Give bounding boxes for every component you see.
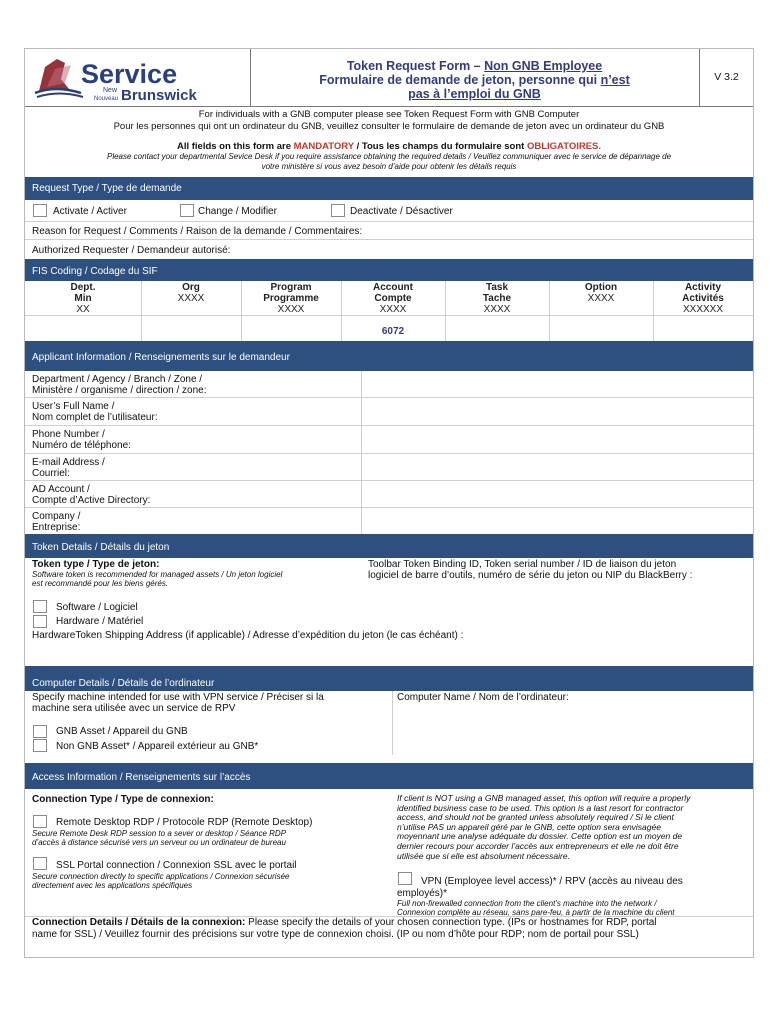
logo-service-text: Service <box>81 59 178 89</box>
vpn-checkbox[interactable] <box>398 872 412 885</box>
software-token-label: Software / Logiciel <box>56 602 138 613</box>
vpn-label-1: VPN (Employee level access)* / RPV (accès au niveau des <box>421 876 683 887</box>
connection-details-rest: Please specify the details of your chosen connection type. (IPs or hostnames for RDP, portal <box>245 917 657 928</box>
connection-details-label-2: name for SSL) / Veuillez fournir des précisions sur votre type de connexion choisi. (IP ou nom d’hôte pour RDP; nom de portail pour SSL) <box>32 929 639 940</box>
toolbar-token-label-1: Toolbar Token Binding ID, Token serial number / ID de liaison du jeton <box>368 559 677 570</box>
fis-col-program-value: XXXX <box>277 304 305 315</box>
non-gnb-asset-checkbox[interactable] <box>33 739 47 752</box>
rdp-label: Remote Desktop RDP / Protocole RDP (Remote Desktop) <box>56 817 313 828</box>
fis-col-task-l1: Task <box>485 282 509 293</box>
gnb-asset-label: GNB Asset / Appareil du GNB <box>56 726 188 737</box>
hardware-token-checkbox[interactable] <box>33 615 47 628</box>
applicant-phone-label <box>32 429 131 451</box>
fis-col-task <box>445 282 549 315</box>
fis-col-dept-value: XX <box>76 304 90 315</box>
company-label-fr: Entreprise: <box>32 522 81 533</box>
title-en-emphasis: Non GNB Employee <box>484 59 603 73</box>
applicant-info-heading: Applicant Information / Renseignements sur le demandeur <box>25 341 753 371</box>
fis-col-option-l2: Option <box>584 282 618 293</box>
fis-col-program-l1: Program <box>270 282 312 293</box>
applicant-ad-account-label <box>32 484 150 506</box>
change-checkbox[interactable] <box>180 204 194 217</box>
rdp-note-1: Secure Remote Desk RDP session to a sever or desktop / Séance RDP <box>32 829 287 838</box>
note-line-3: access, and should not be granted unless absolutely required / Si le client <box>397 812 674 823</box>
mandatory-notice <box>25 141 753 152</box>
non-gnb-asset-label: Non GNB Asset* / Appareil extérieur au GNB* <box>56 741 259 752</box>
fis-col-account-l2: Compte <box>374 293 412 304</box>
vpn-machine-label <box>32 692 324 714</box>
toolbar-token-label-2: logiciel de barre d’outils, numéro de série du jeton ou NIP du BlackBerry : <box>368 570 693 581</box>
fis-col-program <box>241 282 341 315</box>
fis-coding-heading: FIS Coding / Codage du SIF <box>25 259 753 281</box>
vpn-label-2: employés)* <box>397 888 448 899</box>
fullname-label-fr: Nom complet de l’utilisateur: <box>32 412 158 423</box>
note-line-1: If client is NOT using a GNB managed asset, this option will require a properly <box>397 793 691 803</box>
hardware-token-label: Hardware / Matériel <box>56 616 144 627</box>
title-fr-emphasis: n’est <box>600 73 630 87</box>
form-header <box>25 49 753 106</box>
account-value-6072: 6072 <box>381 326 405 337</box>
ad-account-label-en: AD Account / <box>32 484 90 495</box>
service-nb-logo <box>25 49 251 106</box>
token-type-note-1: Software token is recommended for managed assets / Un jeton logiciel <box>32 570 283 579</box>
activate-label: Activate / Activer <box>53 206 127 217</box>
logo-new-text: New <box>103 87 118 94</box>
service-nb-logo-graphic <box>25 49 250 106</box>
ssl-note-2: directement avec les applications spécifiques <box>32 881 193 890</box>
fis-col-option-value: XXXX <box>587 293 615 304</box>
title-en-prefix: Token Request Form – <box>346 59 485 73</box>
department-label-fr: Ministère / organisme / direction / zone: <box>32 385 207 396</box>
ad-account-label-fr: Compte d’Active Directory: <box>32 495 151 506</box>
token-type-label: Token type / Type de jeton: <box>32 559 160 570</box>
title-fr-line3: pas à l’emploi du GNB <box>408 87 541 101</box>
fis-col-org-value: XXXX <box>177 293 205 304</box>
computer-name-label: Computer Name / Nom de l’ordinateur: <box>397 692 569 703</box>
token-type-note-2: est recommandé pour les biens gérés. <box>32 579 169 588</box>
rdp-note-2: d’accès à distance sécurisé vers un serveur ou un ordinateur de bureau <box>32 838 286 847</box>
applicant-department-label <box>32 374 207 396</box>
change-label: Change / Modifier <box>198 206 277 217</box>
title-fr-prefix: Formulaire de demande de jeton, personne qui <box>319 73 601 87</box>
note-line-6: dernier recours pour accorder l’accès aux entrepreneurs et elle ne doit être <box>397 840 679 851</box>
fis-col-org-l2: Org <box>182 282 200 293</box>
toolbar-token-label <box>368 559 692 581</box>
connection-details-label-1 <box>32 917 657 928</box>
note-line-7: utilisée que si elle est absolument nécessaire. <box>397 850 570 861</box>
non-gnb-asset-note <box>397 794 690 861</box>
fis-col-task-value: XXXX <box>483 304 511 315</box>
logo-nouveau-text: Nouveau <box>94 96 119 102</box>
ssl-checkbox[interactable] <box>33 857 47 870</box>
vpn-note-1: Full non-firewalled connection from the client’s machine into the network / <box>397 899 657 908</box>
gnb-asset-checkbox[interactable] <box>33 725 47 738</box>
mandatory-prefix: All fields on this form are <box>176 141 294 152</box>
fis-col-activity <box>653 282 753 315</box>
note-line-4: n’utilise PAS un appareil géré par le GNB, cette option sera envisagée <box>397 821 661 832</box>
form-title <box>250 49 700 106</box>
fis-col-task-l2: Tache <box>482 293 512 304</box>
fis-col-activity-l1: Activity <box>684 282 722 293</box>
reason-field-label: Reason for Request / Comments / Raison de la demande / Commentaires: <box>32 226 363 237</box>
department-label-en: Department / Agency / Branch / Zone / <box>32 374 203 385</box>
note-line-5: moyennant une analyse adéquate du dossier. Cette option est un moyen de <box>397 831 683 842</box>
token-details-heading: Token Details / Détails du jeton <box>25 534 753 558</box>
fis-col-account-l1: Account <box>373 282 413 293</box>
intro-line-en: For individuals with a GNB computer please see Token Request Form with GNB Computer <box>198 109 580 120</box>
note-line-2: identified business case to be used. This option is a last resort for contractor <box>397 802 684 813</box>
vpn-machine-label-2: machine sera utilisée avec un service de RPV <box>32 703 236 714</box>
mandatory-word-fr: OBLIGATOIRES. <box>526 141 602 152</box>
applicant-email-label <box>32 457 105 479</box>
company-label-en: Company / <box>32 511 81 522</box>
contact-line-2: votre ministère si vous avez besoin d’aide pour obtenir les détails requis <box>261 162 517 171</box>
fis-col-activity-l2: Activités <box>682 293 724 304</box>
applicant-fullname-label <box>32 401 158 423</box>
request-type-heading: Request Type / Type de demande <box>25 177 753 200</box>
email-label-en: E-mail Address / <box>32 457 105 468</box>
authorized-requester-label: Authorized Requester / Demandeur autorisé: <box>32 245 231 256</box>
mandatory-mid: / Tous les champs du formulaire sont <box>353 141 527 152</box>
fis-col-option <box>549 282 653 304</box>
fis-col-account <box>341 282 445 315</box>
phone-label-en: Phone Number / <box>32 429 105 440</box>
access-info-heading: Access Information / Renseignements sur l’accès <box>25 763 753 789</box>
fis-col-program-l2: Programme <box>263 293 319 304</box>
rdp-checkbox[interactable] <box>33 815 47 828</box>
mandatory-word: MANDATORY <box>293 141 354 152</box>
form-version: V 3.2 <box>714 71 739 83</box>
deactivate-checkbox[interactable] <box>331 204 345 217</box>
fis-col-org <box>141 282 241 304</box>
vpn-machine-label-1: Specify machine intended for use with VPN service / Préciser si la <box>32 692 324 703</box>
fis-col-dept-l2: Min <box>74 293 92 304</box>
fullname-label-en: User’s Full Name / <box>32 401 115 412</box>
fis-col-dept-l1: Dept. <box>70 282 96 293</box>
fis-col-dept <box>25 282 141 315</box>
shipping-address-label: HardwareToken Shipping Address (if applicable) / Adresse d’expédition du jeton (le cas échéant) : <box>32 630 464 641</box>
vpn-note-2: Connexion complète au réseau, sans pare-feu, à partir de la machine du client <box>397 908 675 917</box>
email-label-fr: Courriel: <box>32 468 70 479</box>
software-token-checkbox[interactable] <box>33 600 47 613</box>
contact-line-1: Please contact your departmental Sevice Desk if you require assistance obtaining the required details / Veuillez communiquer avec le service de dépannage de <box>106 152 672 161</box>
activate-checkbox[interactable] <box>33 204 47 217</box>
phone-label-fr: Numéro de téléphone: <box>32 440 131 451</box>
fis-col-activity-value: XXXXXX <box>682 304 724 315</box>
applicant-company-label <box>32 511 80 533</box>
intro-line-fr: Pour les personnes qui ont un ordinateur du GNB, veuillez consulter le formulaire de demande de jeton avec un ordinateur du GNB <box>113 121 665 132</box>
token-request-form <box>24 48 754 958</box>
logo-brunswick-text: Brunswick <box>121 87 197 104</box>
deactivate-label: Deactivate / Désactiver <box>350 206 453 217</box>
connection-details-bold: Connection Details / Détails de la connexion: <box>32 917 246 928</box>
computer-details-heading: Computer Details / Détails de l’ordinateur <box>25 666 753 691</box>
ssl-note-1: Secure connection directly to specific applications / Connexion sécurisée <box>32 872 290 881</box>
connection-type-label: Connection Type / Type de connexion: <box>32 794 214 805</box>
ssl-label: SSL Portal connection / Connexion SSL avec le portail <box>56 860 297 871</box>
fis-col-account-value: XXXX <box>379 304 407 315</box>
